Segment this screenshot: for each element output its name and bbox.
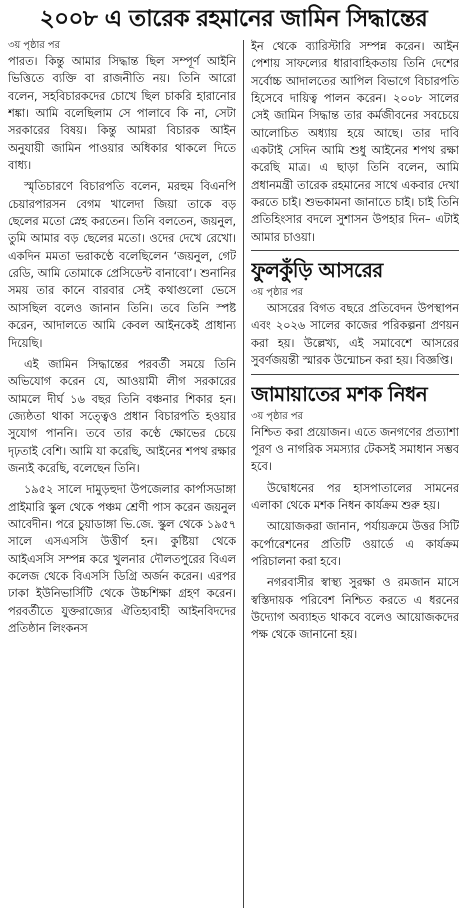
column-right bbox=[251, 38, 459, 910]
section-divider bbox=[251, 250, 459, 251]
headline-fulkuri: ফুলকুঁড়ি আসরের bbox=[251, 258, 383, 283]
paragraph: ইন থেকে ব্যারিস্টারি সম্পন্ন করেন। আইন পেশায় সাফল্যের ধারাবাহিকতায় তিনি দেশের সর্বোচ্চ আদালতের আপিল বিভাগে বিচারপতি হিসেবে দায়িত্ব পালন করেন। ২০০৮ সালের সেই জামিন সিদ্ধান্ত তার কর্মজীবনের সবচেয়ে আলোচিত অধ্যায় হয়ে আছে। তার দাবি একটাই সেদিন আমি শুধু আইনের শপথ রক্ষা করেছি মাত্র। এ ছাড়া তিনি বলেন, আমি প্রধানমন্ত্রী তারেক রহমানের সাথে একবার দেখা করতে চাই। শুভকামনা জানাতে চাই। চাই তিনি প্রতিহিংসার বদলে সুশাসন উপহার দিন– এটাই আমার চাওয়া। bbox=[251, 39, 459, 244]
jump-label: ৩য় পৃষ্ঠার পর bbox=[8, 40, 60, 51]
jump-label: ৩য় পৃষ্ঠার পর bbox=[251, 287, 303, 299]
paragraph: আসরের বিগত বছরে প্রতিবেদন উপস্থাপন এবং ২০২৬ সালের কাজের পরিকল্পনা প্রণয়ন করা হয়। উল্লেখ্য, এই সমাবেশে আসরের সুবর্ণজয়ন্তী স্মারক উন্মোচন করা হয়। বিজ্ঞপ্তি। bbox=[251, 301, 459, 368]
paragraph: পারত। কিন্তু আমার সিদ্ধান্ত ছিল সম্পূর্ণ আইনি ভিত্তিতে ব্যক্তি বা রাজনীতি নয়। তিনি আরো বলেন, সহবিচারকদের চোখে ছিল চাকরি হারানোর শঙ্কা। আমি বলেছিলাম সে পালাবে কি না, সেটা সরকারের বিষয়। কিন্তু আমরা বিচারক আইন অনুযায়ী জামিন পাওয়ার অধিকার থাকলে দিতে বাধ্য। bbox=[8, 54, 236, 173]
paragraph: নগরবাসীর স্বাস্থ্য সুরক্ষা ও রমজান মাসে স্বস্তিদায়ক পরিবেশ নিশ্চিত করতে এ ধরনের উদ্যোগ অব্যাহত থাকবে বলেও আয়োজকদের পক্ষ থেকে জানানো হয়। bbox=[251, 575, 459, 642]
paragraph: ১৯৫২ সালে দামুড়হুদা উপজেলার কার্পাসডাঙ্গা প্রাইমারি স্কুল থেকে পঞ্চম শ্রেণী পাস করেন জয়নুল আবেদীন। পরে চুয়াডাঙ্গা ভি.জে. স্কুল থেকে ১৯৫৭ সালে এসএসসি উত্তীর্ণ হন। কুষ্টিয়া থেকে আইএসসি সম্পন্ন করে খুলনার দৌলতপুরের বিএল কলেজ থেকে বিএসসি ডিগ্রি অর্জন করেন। এরপর ঢাকা ইউনিভার্সিটি থেকে উচ্চশিক্ষা গ্রহণ করেন। পরবর্তীতে যুক্তরাজ্যের ঐতিহ্যবাহী আইনবিদদের প্রতিষ্ঠান লিংকনস bbox=[8, 482, 236, 635]
paragraph: এই জামিন সিদ্ধান্তের পরবর্তী সময়ে তিনি অভিযোগ করেন যে, আওয়ামী লীগ সরকারের আমলে দীর্ঘ ১৬ বছর তিনি বঞ্চনার শিকার হন। জ্যেষ্ঠতা থাকা সত্ত্বেও প্রধান বিচারপতি হওয়ার সুযোগ পাননি। তবে তার কণ্ঠে ক্ষোভের চেয়ে দৃঢ়তাই বেশি। আমি যা করেছি, আইনের শপথ রক্ষার জন্যই করেছি, বলেছেন তিনি। bbox=[8, 356, 236, 475]
jump-label: ৩য় পৃষ্ঠার পর bbox=[251, 410, 303, 422]
paragraph: নিশ্চিত করা প্রয়োজন। এতে জনগণের প্রত্যাশা পূরণ ও নাগরিক সমস্যার টেকসই সমাধান সম্ভব হবে। bbox=[251, 424, 459, 474]
headline-tarek-bail: ২০০৮ এ তারেক রহমানের জামিন সিদ্ধান্তের bbox=[39, 6, 428, 32]
headline-mosquito: জামায়াতের মশক নিধন bbox=[251, 381, 428, 406]
column-left bbox=[8, 38, 236, 910]
paragraph: উদ্বোধনের পর হাসপাতালের সামনের এলাকা থেকে মশক নিধন কার্যক্রম শুরু হয়। bbox=[251, 480, 459, 512]
paragraph: স্মৃতিচারণে বিচারপতি বলেন, মরহুম বিএনপি চেয়ারপারসন বেগম খালেদা জিয়া তাকে বড় ছেলের মতো স্নেহ করতেন। তিনি বলতেন, জয়নুল, তুমি আমার বড় ছেলের মতো। ওদের দেখে রেখো। একদিন মমতা ভরাকণ্ঠে বলেছিলেন ‘জয়নুল, গেট রেডি, আমি তোমাকে প্রেসিডেন্ট বানাবো’। শুনানির সময় তার কানে বারবার সেই কথাগুলো ভেসে আসছিল বলেও জানান তিনি। তবে তিনি স্পষ্ট করেন, আদালতে আমি কেবল আইনকেই প্রাধান্য দিয়েছি। bbox=[8, 179, 236, 350]
column-divider bbox=[243, 40, 244, 908]
paragraph: আয়োজকরা জানান, পর্যায়ক্রমে উত্তর সিটি কর্পোরেশনের প্রতিটি ওয়ার্ডে এ কার্যক্রম পরিচালনা করা হবে। bbox=[251, 519, 459, 568]
section-divider bbox=[251, 374, 459, 375]
